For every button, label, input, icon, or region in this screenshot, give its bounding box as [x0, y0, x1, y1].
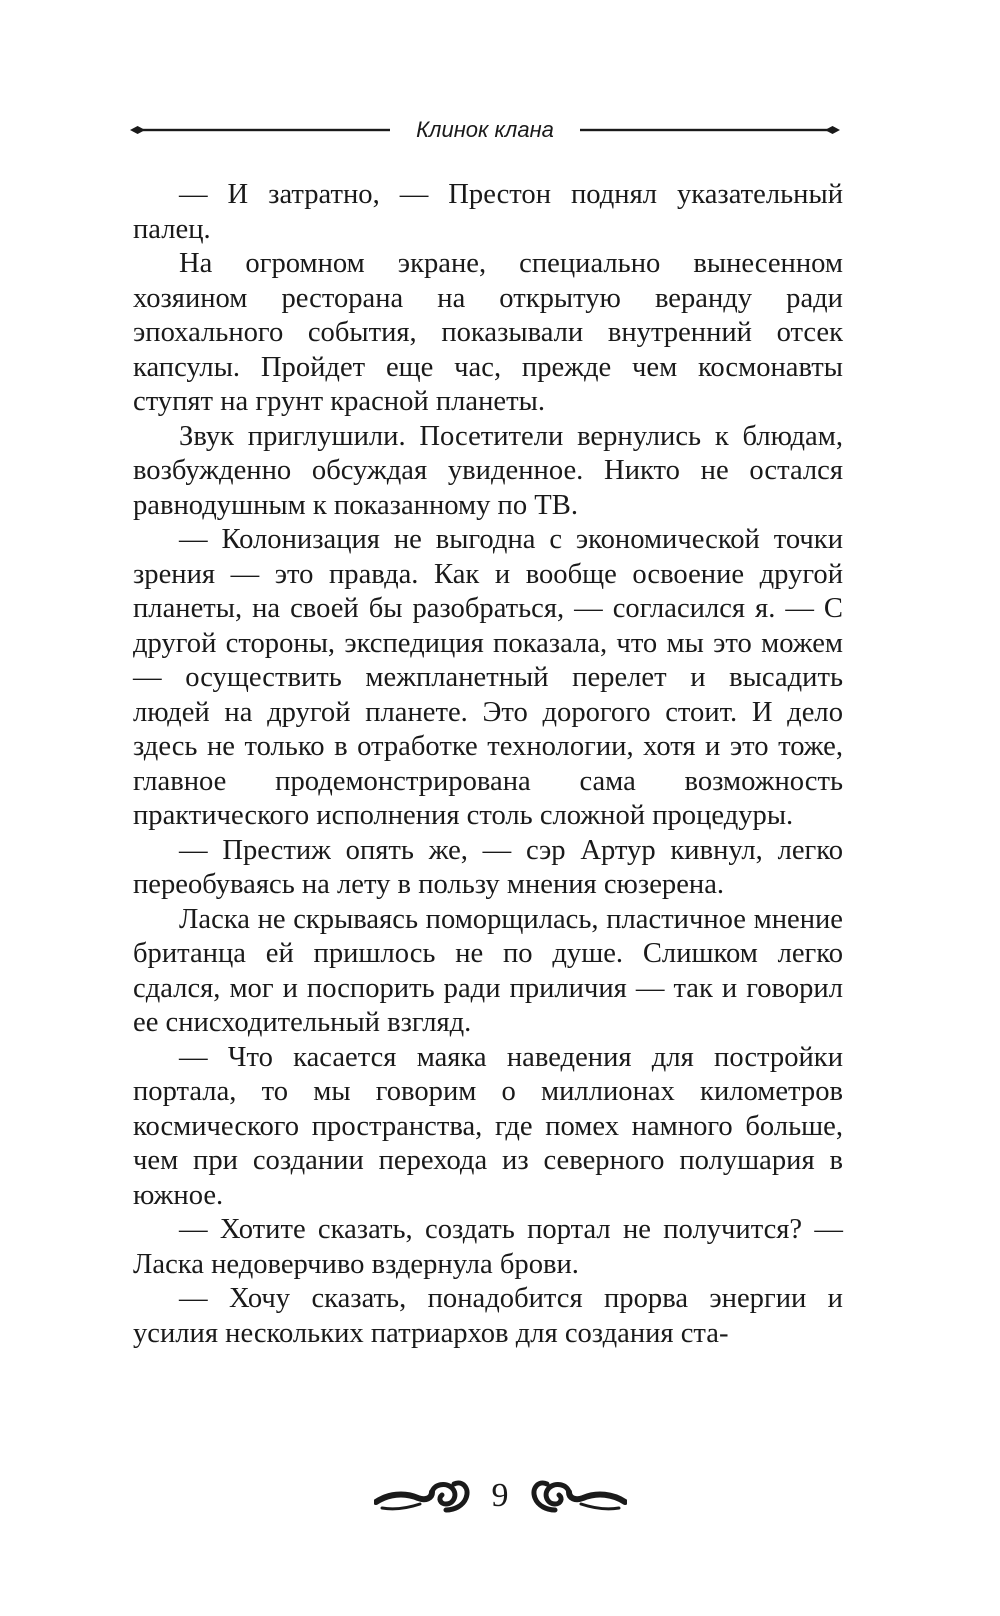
paragraph: — И затратно, — Престон поднял указательный палец. [133, 179, 843, 245]
paragraph: — Престиж опять же, — сэр Артур кивнул, легко переобуваясь на лету в пользу мнения сюзерена. [133, 834, 843, 900]
paragraph: На огромном экране, специально вынесенном хозяином ресторана на открытую веранду ради эпохального события, показывали внутренний отсек капсулы. Пройдет еще час, прежде чем космонавты ступят на грунт красной планеты. [133, 248, 843, 417]
paragraph: — Что касается маяка наведения для постройки портала, то мы говорим о миллионах километров космического пространства, где помех намного больше, чем при создании перехода из северного полушария в южное. [133, 1041, 843, 1211]
paragraph: Звук приглушили. Посетители вернулись к блюдам, возбужденно обсуждая увиденное. Никто не остался равнодушным к показанному по ТВ. [133, 420, 843, 521]
header-rule-left [130, 123, 390, 137]
header-rule-right [580, 123, 840, 137]
right-flourish-icon [527, 1476, 627, 1516]
running-header [130, 112, 840, 148]
paragraph: — Хотите сказать, создать портал не получится? — Ласка недоверчиво вздернула брови. [133, 1214, 843, 1280]
page-footer [0, 1466, 1000, 1526]
body-text [133, 178, 843, 1351]
paragraph: — Колонизация не выгодна с экономической точки зрения — это правда. Как и вообще освоение другой планеты, на своей бы разобраться, — согласился я. — С другой стороны, экспедиция показала, что мы это можем — осуществить межпланетный перелет и высадить людей на другой планете. Это дорогого стоит. И дело здесь не только в отработке технологии, хотя и это тоже, главное продемонстрирована сама возможность практического исполнения столь сложной процедуры. [133, 524, 843, 831]
running-title: Клинок клана [416, 117, 554, 142]
left-flourish-icon [374, 1476, 474, 1516]
paragraph: — Хочу сказать, понадобится прорва энергии и усилия нескольких патриархов для создания ста- [133, 1283, 843, 1349]
page-number: 9 [491, 1477, 509, 1514]
paragraph: Ласка не скрываясь поморщилась, пластичное мнение британца ей пришлось не по душе. Слишком легко сдался, мог и поспорить ради приличия — так и говорил ее снисходительный взгляд. [133, 903, 843, 1038]
